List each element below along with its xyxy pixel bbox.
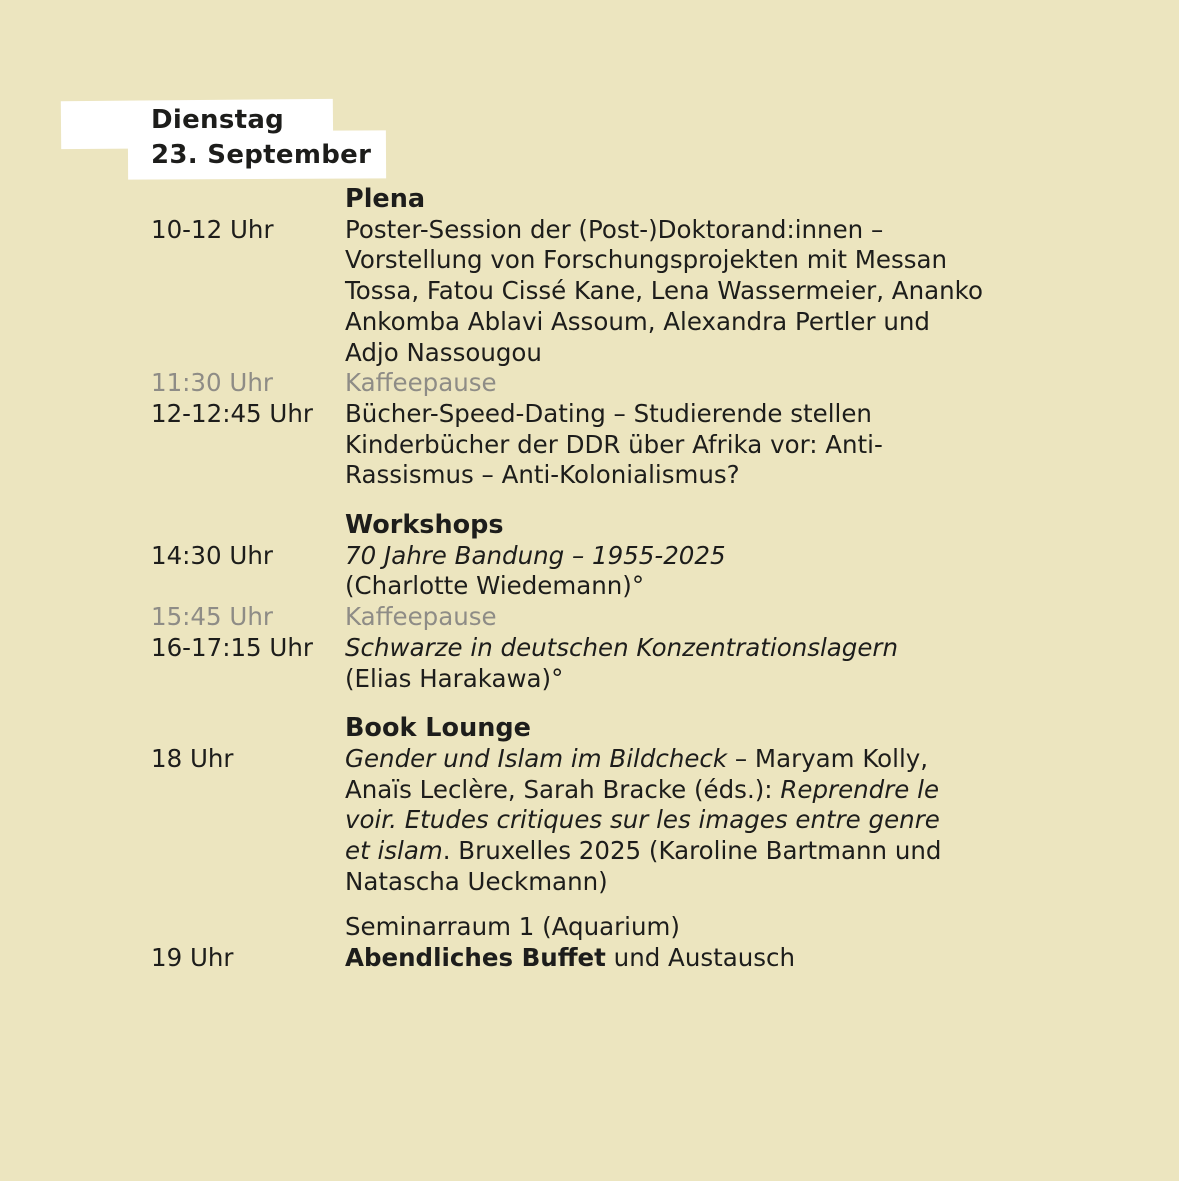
schedule-item-coffee-break <box>151 368 1071 399</box>
workshop-speaker: (Charlotte Wiedemann)° <box>345 571 645 601</box>
description-text: – Maryam Kolly, <box>727 743 929 773</box>
schedule-item-bandung-workshop <box>151 541 1071 602</box>
item-description <box>345 744 1071 898</box>
workshop-title: Schwarze in deutschen Konzentrationslagern <box>345 632 899 662</box>
book-title: voir. Etudes critiques sur les images entre genre <box>345 805 940 835</box>
spacer <box>151 694 1071 713</box>
item-time: 11:30 Uhr <box>151 368 273 398</box>
schedule <box>151 184 1071 974</box>
description-line: Ankomba Ablavi Assoum, Alexandra Pertler und <box>345 306 930 336</box>
item-time: 14:30 Uhr <box>151 540 273 570</box>
description-line: Kinderbücher der DDR über Afrika vor: Anti- <box>345 429 883 459</box>
item-description: Kaffeepause <box>345 368 497 398</box>
buffet-title: Abendliches Buffet <box>345 943 606 973</box>
description-line <box>345 744 1071 775</box>
workshop-speaker: (Elias Harakawa)° <box>345 663 564 693</box>
item-time: 12-12:45 Uhr <box>151 398 313 428</box>
item-time: 19 Uhr <box>151 943 234 973</box>
section-book-lounge <box>151 713 1071 744</box>
description-line: Bücher-Speed-Dating – Studierende stellen <box>345 398 872 428</box>
description-line: Tossa, Fatou Cissé Kane, Lena Wassermeier, Ananko <box>345 276 983 306</box>
section-heading-book-lounge: Book Lounge <box>345 713 531 744</box>
description-line <box>345 836 1071 867</box>
book-title: et islam <box>345 836 443 866</box>
schedule-item-book-speed-dating <box>151 399 1071 491</box>
item-description <box>345 541 1071 602</box>
section-workshops <box>151 510 1071 541</box>
description-text: Anaïs Leclère, Sarah Bracke (éds.): <box>345 774 781 804</box>
spacer <box>151 491 1071 510</box>
schedule-item-poster-session <box>151 215 1071 369</box>
workshop-title: 70 Jahre Bandung – 1955-2025 <box>345 540 726 570</box>
schedule-item-concentration-camps-workshop <box>151 633 1071 694</box>
book-title: Gender und Islam im Bildcheck <box>345 743 728 773</box>
description-text: . Bruxelles 2025 (Karoline Bartmann und <box>442 836 942 866</box>
description-text: und Austausch <box>605 943 796 973</box>
schedule-item-buffet <box>151 943 1071 974</box>
book-title: Reprendre le <box>780 774 940 804</box>
buffet-location: Seminarraum 1 (Aquarium) <box>345 912 680 942</box>
description-line: Natascha Ueckmann) <box>345 866 608 896</box>
section-heading-workshops: Workshops <box>345 510 504 541</box>
item-time: 16-17:15 Uhr <box>151 632 313 662</box>
item-description <box>345 943 1071 974</box>
description-line: Adjo Nassougou <box>345 337 542 367</box>
section-heading-plena: Plena <box>345 184 426 214</box>
date-heading: 23. September <box>151 140 372 170</box>
item-time: 15:45 Uhr <box>151 602 273 632</box>
item-time: 18 Uhr <box>151 743 234 773</box>
item-time: 10-12 Uhr <box>151 214 274 244</box>
item-description <box>345 399 1071 491</box>
item-description: Kaffeepause <box>345 602 497 632</box>
description-line: Vorstellung von Forschungsprojekten mit Messan <box>345 245 948 275</box>
item-description <box>345 215 1071 369</box>
description-line: Poster-Session der (Post-)Doktorand:innen – <box>345 214 884 244</box>
weekday-heading: Dienstag <box>151 105 285 135</box>
section-plena <box>151 184 1071 215</box>
schedule-item-coffee-break <box>151 602 1071 633</box>
buffet-location-row <box>151 912 1071 943</box>
schedule-item-book-lounge <box>151 744 1071 898</box>
description-line: Rassismus – Anti-Kolonialismus? <box>345 460 740 490</box>
spacer <box>151 897 1071 912</box>
item-description <box>345 633 1071 694</box>
description-line <box>345 775 1071 806</box>
